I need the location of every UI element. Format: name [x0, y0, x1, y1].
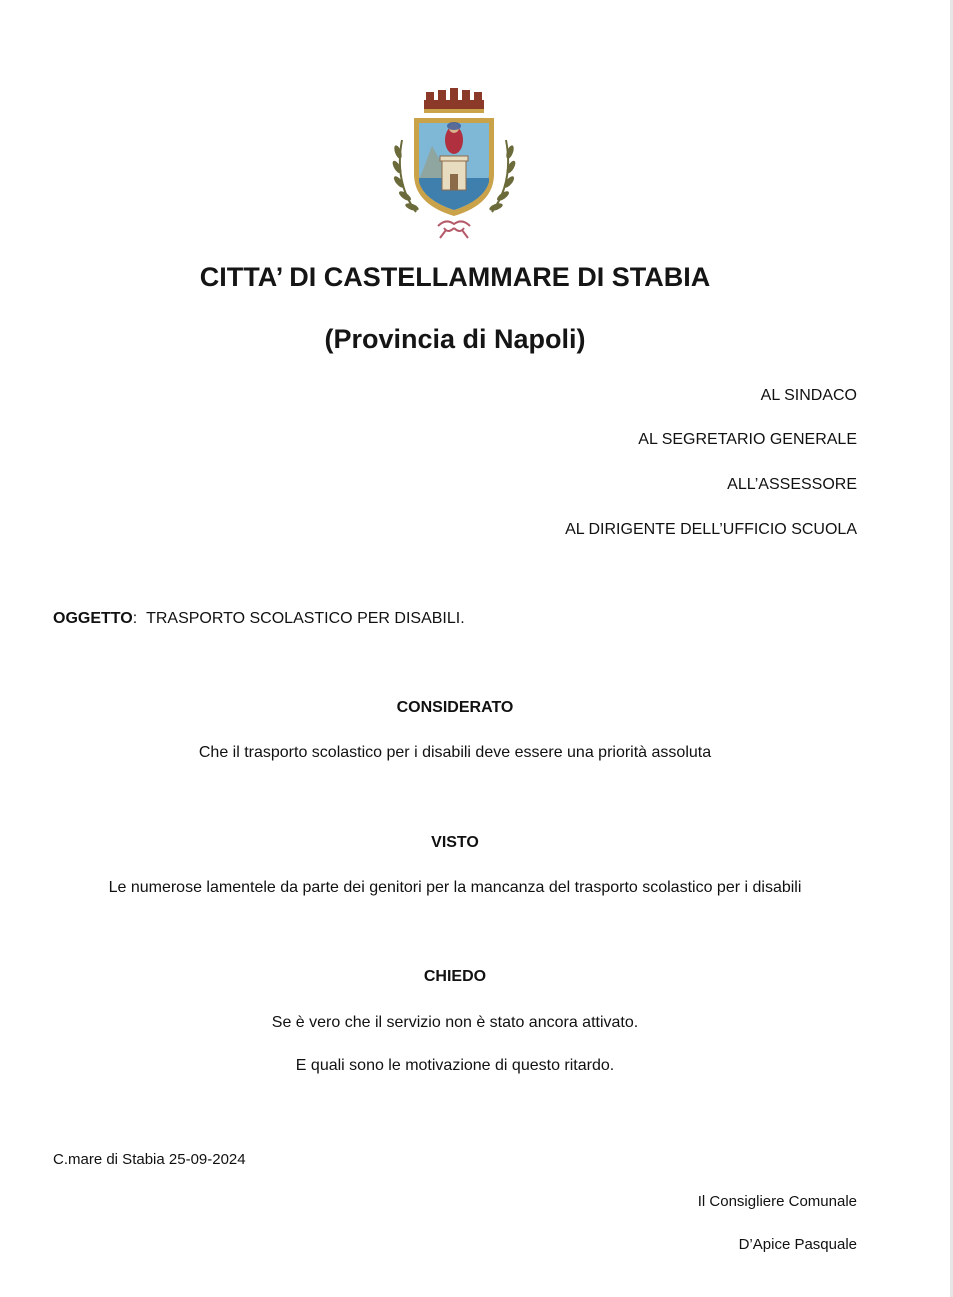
city-title: CITTA’ DI CASTELLAMMARE DI STABIA — [199, 262, 711, 292]
recipient-dirigente: AL DIRIGENTE DELL’UFFICIO SCUOLA — [565, 521, 857, 538]
ribbon-icon — [438, 221, 470, 238]
subject-label: OGGETTO — [53, 610, 133, 627]
coat-of-arms-icon — [386, 82, 522, 240]
signatory-name: D’Apice Pasquale — [738, 1236, 857, 1253]
subject-separator: : — [132, 610, 138, 627]
heading-considerato: CONSIDERATO — [396, 699, 514, 716]
recipient-sindaco: AL SINDACO — [760, 387, 857, 404]
subject-line — [53, 610, 465, 628]
text-considerato: Che il trasporto scolastico per i disabili deve essere una priorità assoluta — [198, 744, 712, 761]
crown-icon — [424, 88, 484, 113]
text-chiedo-1: Se è vero che il servizio non è stato ancora attivato. — [271, 1014, 639, 1031]
recipient-assessore: ALL’ASSESSORE — [727, 476, 857, 493]
text-visto: Le numerose lamentele da parte dei genitori per la mancanza del trasporto scolastico per i disabili — [108, 879, 802, 896]
place-date: C.mare di Stabia 25-09-2024 — [53, 1151, 246, 1168]
subject-text: TRASPORTO SCOLASTICO PER DISABILI. — [146, 610, 465, 627]
text-chiedo-2: E quali sono le motivazione di questo ritardo. — [295, 1057, 615, 1074]
recipient-segretario: AL SEGRETARIO GENERALE — [638, 431, 857, 448]
heading-chiedo: CHIEDO — [423, 968, 487, 985]
shield-icon — [414, 118, 494, 216]
signatory-role: Il Consigliere Comunale — [697, 1193, 857, 1210]
province-subtitle: (Provincia di Napoli) — [324, 324, 586, 354]
heading-visto: VISTO — [431, 834, 479, 851]
